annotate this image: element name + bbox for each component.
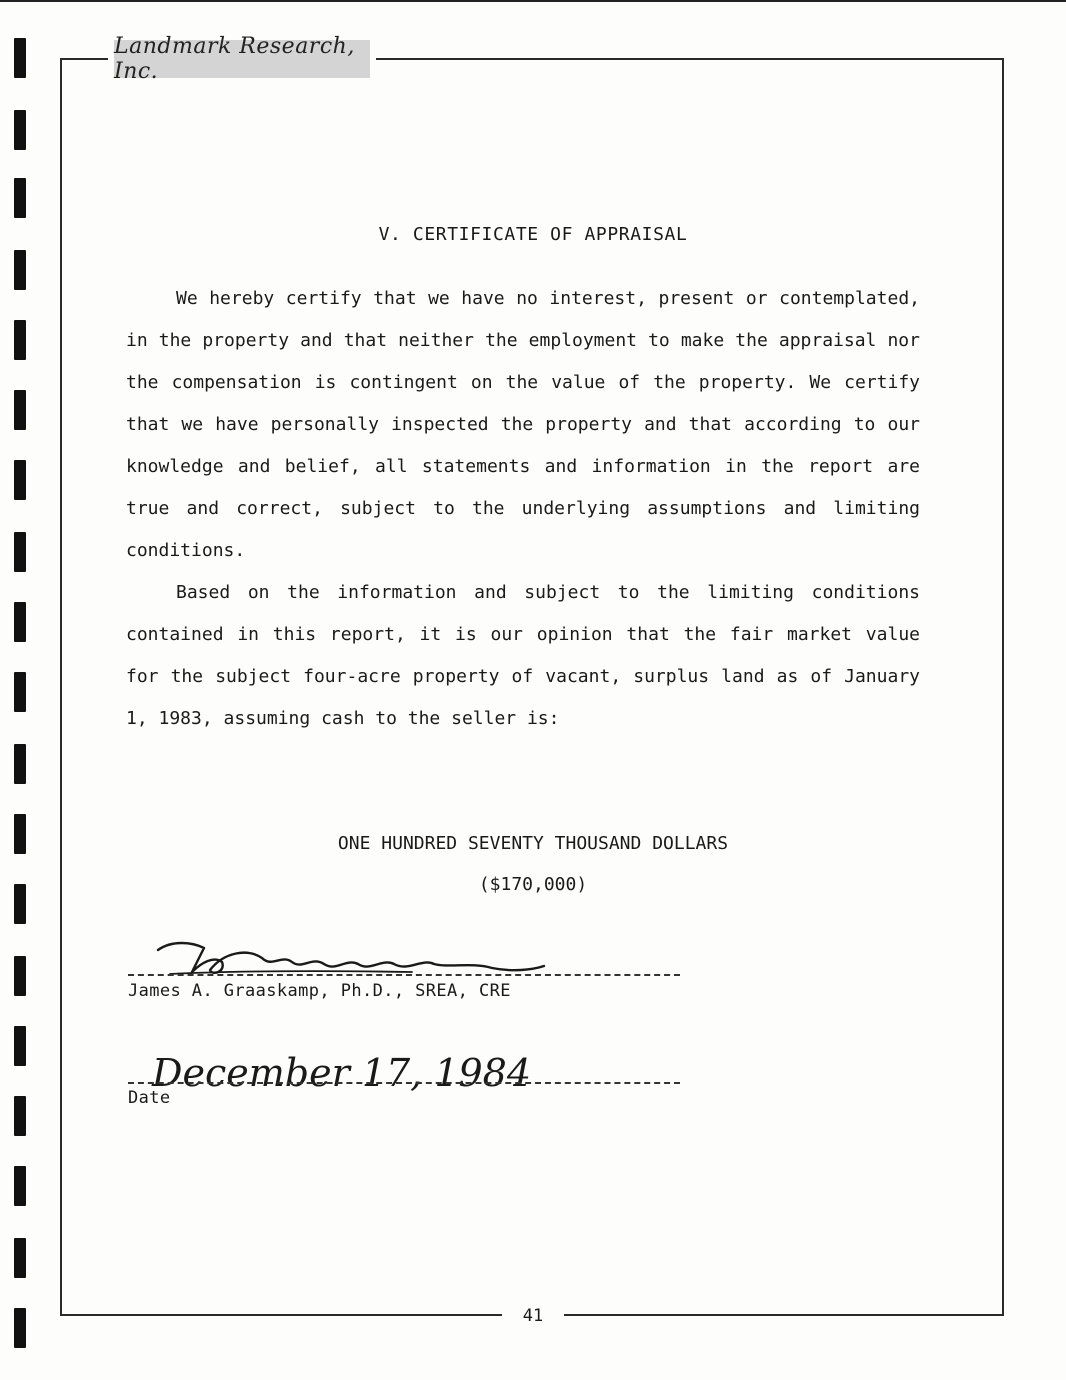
binder-hole [14, 602, 26, 642]
binder-hole [14, 956, 26, 996]
binder-hole [14, 38, 26, 78]
value-in-words: ONE HUNDRED SEVENTY THOUSAND DOLLARS [337, 833, 729, 854]
binder-hole [14, 1096, 26, 1136]
company-logo-text: Landmark Research, Inc. [114, 34, 355, 84]
handwritten-date-text: December 17, 1984 [152, 1051, 532, 1095]
binder-hole [14, 390, 26, 430]
binder-hole [14, 320, 26, 360]
signature-line [128, 974, 680, 976]
binder-hole [14, 1308, 26, 1348]
binder-hole [14, 672, 26, 712]
binder-hole [14, 178, 26, 218]
binder-hole [14, 250, 26, 290]
certificate-body [126, 278, 920, 740]
binder-hole [14, 460, 26, 500]
certification-paragraph: We hereby certify that we have no interest, present or contemplated, in the property and that neither the employment to make the appraisal nor the compensation is contingent on the value of the property. We certify that we have personally inspected the property and that according to our knowledge and belief, all statements and information in the report are true and correct, subject to the underlying assumptions and limiting conditions. [126, 288, 920, 561]
binder-hole [14, 744, 26, 784]
binder-hole [14, 1166, 26, 1206]
date-line [128, 1082, 680, 1084]
page-number: 41 [502, 1303, 564, 1329]
signatory-name: James A. Graaskamp, Ph.D., SREA, CRE [128, 981, 511, 1001]
top-edge-rule [0, 0, 1066, 2]
binder-hole [14, 1238, 26, 1278]
handwritten-date [148, 1040, 532, 1100]
company-logo [108, 34, 376, 84]
opinion-paragraph: Based on the information and subject to the limiting conditions contained in this report, it is our opinion that the fair market value for the subject four-acre property of vacant, surplus land as of January 1, 1983, assuming cash to the seller is: [126, 582, 920, 729]
binder-hole [14, 110, 26, 150]
section-heading: V. CERTIFICATE OF APPRAISAL [378, 224, 688, 245]
binder-hole [14, 1026, 26, 1066]
value-in-figures: ($170,000) [478, 874, 588, 895]
date-label: Date [128, 1088, 171, 1108]
binder-hole [14, 532, 26, 572]
